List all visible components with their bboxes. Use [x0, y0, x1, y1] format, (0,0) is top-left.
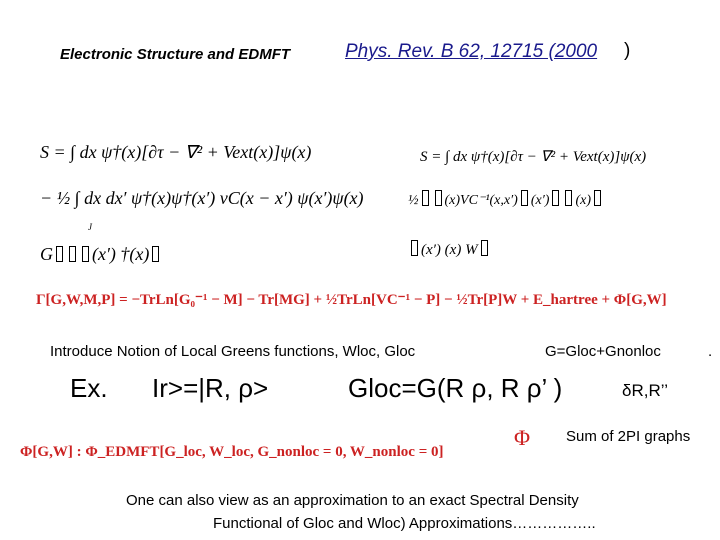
baym-kadanoff-functional: Γ[G,W,M,P] = −TrLn[G₀⁻¹ − M] − Tr[MG] + ½TrLn[VC⁻¹ − P] − ½Tr[P]W + E_hartree + Φ[G,W]: [36, 292, 667, 308]
reference-close-paren: ): [624, 40, 631, 61]
slide-title: Electronic Structure and EDMFT: [60, 46, 291, 63]
missing-glyph-icon: [565, 190, 572, 206]
edmft-functional: Φ[G,W] : Φ_EDMFT[G_loc, W_loc, G_nonloc = 0, W_nonloc = 0]: [20, 444, 444, 460]
trailing-dot: .: [708, 343, 713, 360]
missing-glyph-icon: [152, 246, 159, 262]
view-approximation-line2: Functional of Gloc and Wloc) Approximations……………..: [213, 515, 596, 532]
missing-glyph-icon: [422, 190, 429, 206]
introduce-local-greens: Introduce Notion of Local Greens functions, Wloc, Gloc: [50, 343, 416, 360]
g-equation-left: G (x′) †(x): [40, 244, 162, 265]
example-basis: Ir>=|R, ρ>: [152, 373, 269, 403]
example-gloc: Gloc=G(R ρ, R ρ’ ): [348, 373, 563, 403]
view-approximation-line1: One can also view as an approximation to an exact Spectral Density: [126, 492, 579, 509]
action-equation-right-line2: ½ (x)VC⁻¹(x,x′) (x′) (x): [408, 190, 604, 209]
action-equation-left-line1: S = ∫ dx ψ†(x)[∂τ − ∇² + Vext(x)]ψ(x): [40, 142, 312, 162]
missing-glyph-icon: [69, 246, 76, 262]
reference-link[interactable]: Phys. Rev. B 62, 12715 (2000: [345, 41, 598, 62]
phi-symbol: Φ: [514, 425, 531, 450]
small-mark: J: [88, 222, 92, 232]
missing-glyph-icon: [521, 190, 528, 206]
kronecker-delta: δR,R’’: [622, 381, 668, 400]
missing-glyph-icon: [411, 240, 418, 256]
g-split-equation: G=Gloc+Gnonloc: [545, 343, 661, 360]
missing-glyph-icon: [552, 190, 559, 206]
action-equation-right-line1: S = ∫ dx ψ†(x)[∂τ − ∇² + Vext(x)]ψ(x): [420, 149, 647, 165]
missing-glyph-icon: [82, 246, 89, 262]
w-equation-right: (x′) (x) W: [408, 240, 491, 259]
sum-of-2pi-graphs: Sum of 2PI graphs: [566, 428, 691, 445]
missing-glyph-icon: [435, 190, 442, 206]
missing-glyph-icon: [481, 240, 488, 256]
action-equation-left-line2: − ½ ∫ dx dx′ ψ†(x)ψ†(x′) vC(x − x′) ψ(x′)ψ(x): [40, 188, 364, 208]
missing-glyph-icon: [594, 190, 601, 206]
missing-glyph-icon: [56, 246, 63, 262]
example-label: Ex.: [70, 373, 108, 403]
